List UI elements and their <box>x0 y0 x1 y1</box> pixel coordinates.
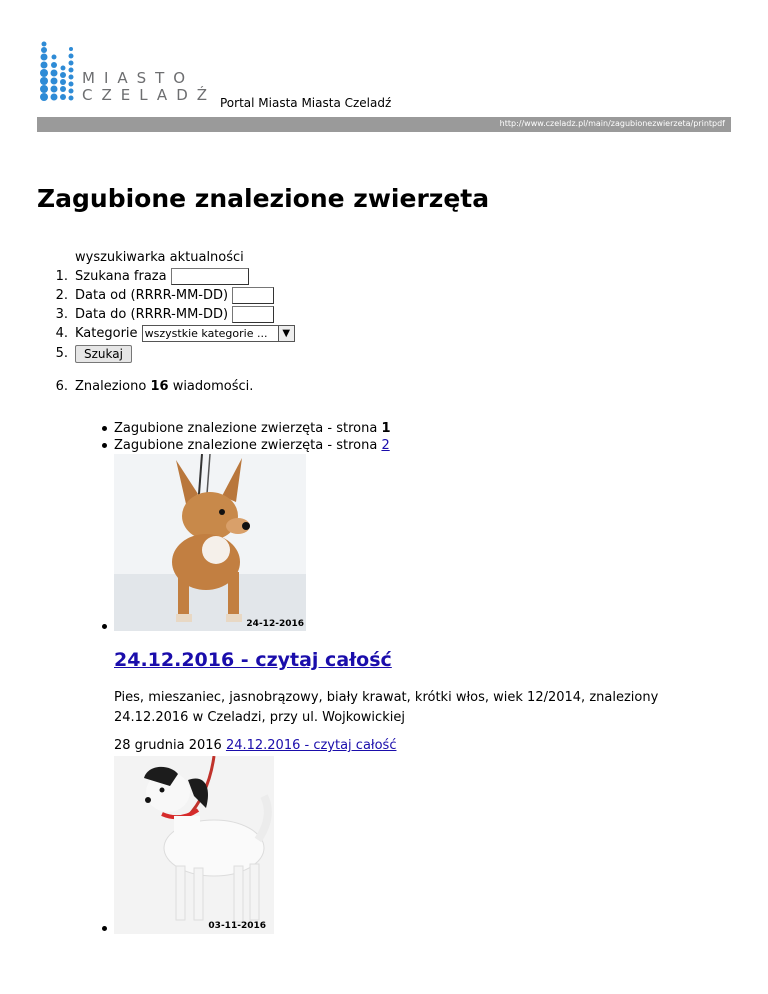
search-phrase-input[interactable] <box>171 268 249 285</box>
date-from-label: Data od (RRRR-MM-DD) <box>75 288 229 303</box>
dog-photo-icon <box>114 756 274 934</box>
date-to-label: Data do (RRRR-MM-DD) <box>75 307 229 322</box>
news-read-more-link[interactable]: 24.12.2016 - czytaj całość <box>225 738 397 753</box>
bullet-icon <box>102 426 107 431</box>
results-row <box>52 377 752 396</box>
news-description: Pies, mieszaniec, jasnobrązowy, biały krawat, krótki włos, wiek 12/2014, znaleziony 24.12.2016 w Czeladzi, przy ul. Wojkowickiej <box>114 690 659 725</box>
item-number: 1. <box>55 269 68 284</box>
logo-dots-icon <box>38 40 82 106</box>
bullet-icon <box>102 443 107 448</box>
date-from-row <box>52 286 752 305</box>
pagination-page-link[interactable]: 2 <box>381 438 390 453</box>
search-phrase-row <box>52 267 752 286</box>
logo-line-2: CZELADŹ <box>82 86 217 104</box>
logo-line-1: MIASTO <box>82 69 195 87</box>
item-number: 3. <box>55 307 68 322</box>
date-to-input[interactable] <box>232 306 274 323</box>
dog-photo-icon <box>114 454 306 631</box>
news-title-link[interactable]: 24.12.2016 - czytaj całość <box>114 649 392 671</box>
dropdown-arrow-icon: ▼ <box>278 326 294 341</box>
search-phrase-label: Szukana fraza <box>75 269 167 284</box>
results-suffix: wiadomości. <box>172 379 254 394</box>
category-label: Kategorie <box>75 326 138 341</box>
search-form <box>52 248 752 396</box>
item-number: 6. <box>55 379 68 394</box>
search-heading: wyszukiwarka aktualności <box>75 250 244 265</box>
pagination-current-page: 1 <box>381 421 391 436</box>
search-button[interactable]: Szukaj <box>75 345 132 363</box>
bullet-icon <box>102 624 107 629</box>
news-meta <box>114 738 396 753</box>
image-date-stamp: 03-11-2016 <box>208 921 266 931</box>
news-image[interactable] <box>114 756 274 934</box>
logo-text <box>82 70 216 104</box>
image-date-stamp: 24-12-2016 <box>246 619 304 629</box>
category-row <box>52 324 752 343</box>
results-prefix: Znaleziono <box>75 379 147 394</box>
item-number: 5. <box>55 346 68 361</box>
category-select[interactable] <box>142 325 295 342</box>
page-title: Zagubione znalezione zwierzęta <box>37 184 490 213</box>
item-number: 4. <box>55 326 68 341</box>
news-image[interactable] <box>114 454 306 631</box>
url-bar <box>37 117 731 132</box>
results-count: 16 <box>150 379 169 394</box>
portal-name: Portal Miasta Miasta Czeladź <box>220 96 392 110</box>
bullet-icon <box>102 926 107 931</box>
news-date: 28 grudnia 2016 <box>114 738 222 753</box>
category-select-value: wszystkie kategorie ... <box>144 327 268 340</box>
date-to-row <box>52 305 752 324</box>
pagination-label: Zagubione znalezione zwierzęta - strona <box>114 421 378 436</box>
item-number: 2. <box>55 288 68 303</box>
pagination-label: Zagubione znalezione zwierzęta - strona <box>114 438 378 453</box>
submit-row <box>52 343 752 365</box>
page-url: http://www.czeladz.pl/main/zagubionezwierzeta/printpdf <box>499 119 725 128</box>
date-from-input[interactable] <box>232 287 274 304</box>
